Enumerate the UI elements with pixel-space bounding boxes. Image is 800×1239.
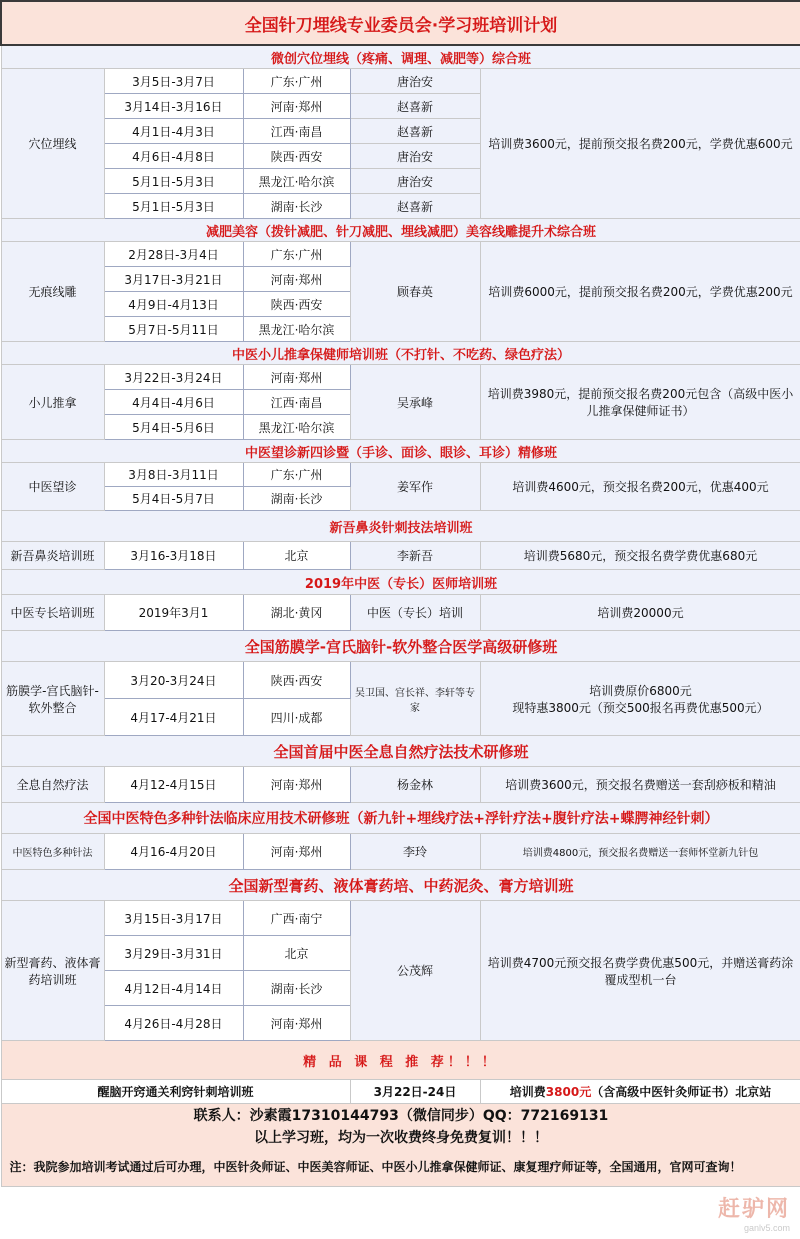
section-header-3: 中医小儿推拿保健师培训班（不打针、不吃药、绿色疗法）: [1, 342, 800, 365]
date-cell: 4月26日-4月28日: [104, 1006, 243, 1041]
date-cell: 3月22日-3月24日: [104, 365, 243, 390]
date-cell: 3月14日-3月16日: [104, 94, 243, 119]
date-cell: 5月7日-5月11日: [104, 317, 243, 342]
category-cell: 全息自然疗法: [1, 767, 104, 803]
category-cell: 无痕线雕: [1, 242, 104, 342]
fee-cell: 培训费5680元，预交报名费学费优惠680元: [480, 542, 800, 570]
teacher-cell: 唐治安: [350, 169, 480, 194]
location-cell: 广西·南宁: [243, 901, 350, 936]
fee-cell: 培训费4600元，预交报名费200元，优惠400元: [480, 463, 800, 511]
promo-fee-price: 3800元: [545, 1085, 592, 1099]
location-cell: 河南·郑州: [243, 365, 350, 390]
promo-course-name: 醒脑开窍通关利窍针刺培训班: [1, 1080, 350, 1104]
date-cell: 3月17日-3月21日: [104, 267, 243, 292]
teacher-cell: 中医（专长）培训: [350, 595, 480, 631]
date-cell: 4月16-4月20日: [104, 834, 243, 870]
teacher-cell: 公茂辉: [350, 901, 480, 1041]
watermark-url: ganlv5.com: [743, 1223, 790, 1233]
location-cell: 江西·南昌: [243, 119, 350, 144]
category-cell: 筋膜学-宫氏脑针-软外整合: [1, 662, 104, 736]
fee-special: 现特惠3800元（预交500报名再费优惠500元）: [512, 700, 769, 715]
fee-original: 培训费原价6800元: [589, 683, 692, 698]
location-cell: 河南·郑州: [243, 1006, 350, 1041]
date-cell: 5月1日-5月3日: [104, 194, 243, 219]
location-cell: 北京: [243, 936, 350, 971]
location-cell: 湖南·长沙: [243, 194, 350, 219]
location-cell: 湖北·黄冈: [243, 595, 350, 631]
location-cell: 河南·郑州: [243, 767, 350, 803]
section-header-2: 减肥美容（拨针减肥、针刀减肥、埋线减肥）美容线雕提升术综合班: [1, 219, 800, 242]
fee-cell: 培训费4800元，预交报名费赠送一套师怀堂新九针包: [480, 834, 800, 870]
teacher-cell: 吴承峰: [350, 365, 480, 440]
teacher-cell: 赵喜新: [350, 194, 480, 219]
section-header-8: 全国首届中医全息自然疗法技术研修班: [1, 736, 800, 767]
promo-fee: [480, 1080, 800, 1104]
teacher-cell: 顾春英: [350, 242, 480, 342]
page-title: 全国针刀埋线专业委员会·学习班培训计划: [1, 1, 800, 45]
category-cell: 中医专长培训班: [1, 595, 104, 631]
fee-cell: 培训费3600元，预交报名费赠送一套刮痧板和精油: [480, 767, 800, 803]
promo-fee-prefix: 培训费: [509, 1085, 546, 1099]
location-cell: 广东·广州: [243, 69, 350, 94]
category-cell: 穴位埋线: [1, 69, 104, 219]
section-header-4: 中医望诊新四诊暨（手诊、面诊、眼诊、耳诊）精修班: [1, 440, 800, 463]
teacher-cell: 赵喜新: [350, 119, 480, 144]
teacher-cell: 李玲: [350, 834, 480, 870]
teacher-cell: 杨金林: [350, 767, 480, 803]
date-cell: 4月1日-4月3日: [104, 119, 243, 144]
section-header-5: 新吾鼻炎针刺技法培训班: [1, 511, 800, 542]
site-watermark: [718, 1192, 790, 1233]
promo-fee-suffix: （含高级中医针灸师证书）北京站: [591, 1085, 772, 1099]
certificate-note: 注：我院参加培训考试通过后可办理，中医针灸师证、中医美容师证、中医小儿推拿保健师证、康复理疗师证等，全国通用，官网可查询！: [1, 1148, 800, 1187]
fee-cell: 培训费6000元，提前预交报名费200元，学费优惠200元: [480, 242, 800, 342]
location-cell: 黑龙江·哈尔滨: [243, 169, 350, 194]
location-cell: 四川·成都: [243, 699, 350, 736]
teacher-cell: 唐治安: [350, 144, 480, 169]
section-header-7: 全国筋膜学-宫氏脑针-软外整合医学高级研修班: [1, 631, 800, 662]
date-cell: 3月20-3月24日: [104, 662, 243, 699]
promo-date: 3月22日-24日: [350, 1080, 480, 1104]
contact-line: 联系人：沙素霞17310144793（微信同步）QQ：772169131: [1, 1104, 800, 1127]
category-cell: 小儿推拿: [1, 365, 104, 440]
date-cell: 4月9日-4月13日: [104, 292, 243, 317]
promo-title: 精 品 课 程 推 荐！！！: [1, 1041, 800, 1080]
teacher-cell: 唐治安: [350, 69, 480, 94]
section-header-10: 全国新型膏药、液体膏药培、中药泥灸、膏方培训班: [1, 870, 800, 901]
location-cell: 陕西·西安: [243, 662, 350, 699]
location-cell: 广东·广州: [243, 242, 350, 267]
date-cell: 3月8日-3月11日: [104, 463, 243, 487]
fee-cell: [480, 662, 800, 736]
date-cell: 4月12日-4月14日: [104, 971, 243, 1006]
review-line: 以上学习班，均为一次收费终身免费复训！！！: [1, 1126, 800, 1148]
teacher-cell: 姜军作: [350, 463, 480, 511]
location-cell: 河南·郑州: [243, 94, 350, 119]
date-cell: 5月4日-5月6日: [104, 415, 243, 440]
location-cell: 陕西·西安: [243, 144, 350, 169]
location-cell: 黑龙江·哈尔滨: [243, 317, 350, 342]
fee-cell: 培训费4700元预交报名费学费优惠500元，并赠送膏药涂覆成型机一台: [480, 901, 800, 1041]
date-cell: 4月4日-4月6日: [104, 390, 243, 415]
date-cell: 4月6日-4月8日: [104, 144, 243, 169]
teacher-cell: 赵喜新: [350, 94, 480, 119]
category-cell: 中医望诊: [1, 463, 104, 511]
date-cell: 3月16-3月18日: [104, 542, 243, 570]
date-cell: 4月12-4月15日: [104, 767, 243, 803]
location-cell: 河南·郑州: [243, 834, 350, 870]
teacher-cell: 李新吾: [350, 542, 480, 570]
date-cell: 4月17-4月21日: [104, 699, 243, 736]
location-cell: 江西·南昌: [243, 390, 350, 415]
date-cell: 5月1日-5月3日: [104, 169, 243, 194]
teacher-cell: 吴卫国、宫长祥、李轩等专家: [350, 662, 480, 736]
location-cell: 湖南·长沙: [243, 971, 350, 1006]
date-cell: 2月28日-3月4日: [104, 242, 243, 267]
location-cell: 北京: [243, 542, 350, 570]
location-cell: 陕西·西安: [243, 292, 350, 317]
section-header-1: 微创穴位埋线（疼痛、调理、减肥等）综合班: [1, 45, 800, 69]
section-header-9: 全国中医特色多种针法临床应用技术研修班（新九针+埋线疗法+浮针疗法+腹针疗法+蝶腭神经针刺）: [1, 803, 800, 834]
category-cell: 新吾鼻炎培训班: [1, 542, 104, 570]
location-cell: 湖南·长沙: [243, 487, 350, 511]
location-cell: 广东·广州: [243, 463, 350, 487]
fee-cell: 培训费3980元，提前预交报名费200元包含（高级中医小儿推拿保健师证书）: [480, 365, 800, 440]
date-cell: 5月4日-5月7日: [104, 487, 243, 511]
location-cell: 黑龙江·哈尔滨: [243, 415, 350, 440]
category-cell: 新型膏药、液体膏药培训班: [1, 901, 104, 1041]
date-cell: 3月29日-3月31日: [104, 936, 243, 971]
category-cell: 中医特色多种针法: [1, 834, 104, 870]
location-cell: 河南·郑州: [243, 267, 350, 292]
fee-cell: 培训费3600元，提前预交报名费200元，学费优惠600元: [480, 69, 800, 219]
fee-cell: 培训费20000元: [480, 595, 800, 631]
watermark-brand: 赶驴网: [717, 1196, 790, 1221]
date-cell: 3月15日-3月17日: [104, 901, 243, 936]
date-cell: 2019年3月1: [104, 595, 243, 631]
section-header-6: 2019年中医（专长）医师培训班: [1, 570, 800, 595]
date-cell: 3月5日-3月7日: [104, 69, 243, 94]
